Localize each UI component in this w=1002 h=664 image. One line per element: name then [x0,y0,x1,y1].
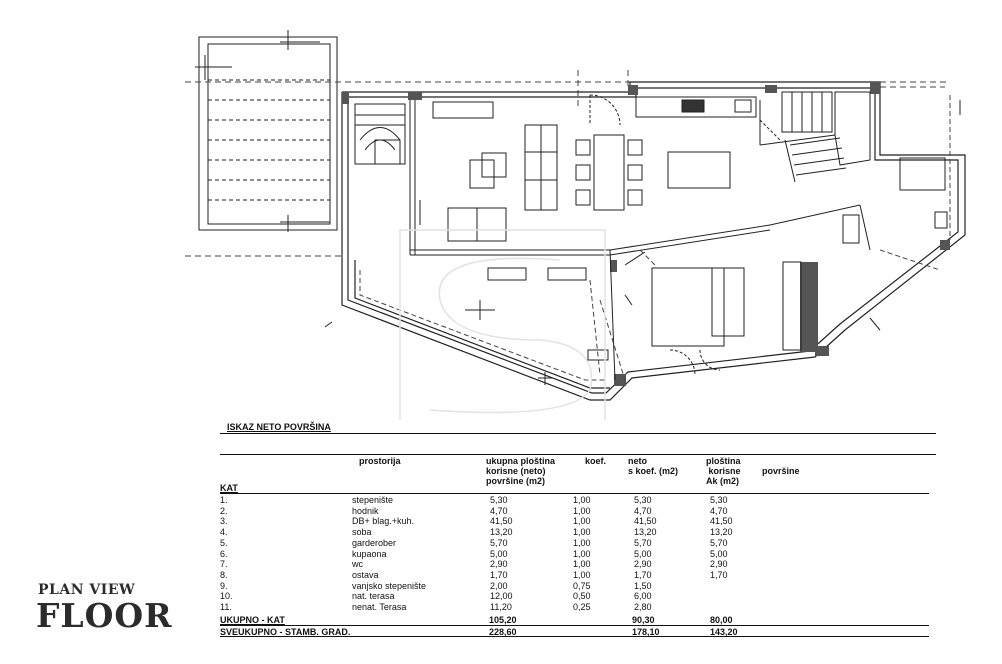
table-row [220,495,936,505]
cell-koef: 1,00 [573,516,591,527]
total-kat-ak: 80,00 [710,615,733,625]
table-row [220,527,936,537]
cell-name: vanjsko stepenište [352,580,427,591]
cell-no: 10. [220,591,233,602]
total-kat-area: 105,20 [489,615,517,625]
cell-ak: 1,70 [710,569,728,580]
cell-neto: 5,70 [634,537,652,548]
grand-total-ak: 143,20 [710,627,738,637]
table-row [220,506,936,516]
table-row [220,516,936,526]
cell-no: 7. [220,559,228,570]
cell-ak: 4,70 [710,505,728,516]
cell-no: 8. [220,569,228,580]
cell-area: 4,70 [490,505,508,516]
cell-no: 1. [220,495,228,505]
cell-name: wc [352,559,363,570]
stairs-right [782,92,870,182]
table-row [220,559,936,569]
cell-ak: 13,20 [710,527,733,538]
table-row [220,549,936,559]
total-kat-label: UKUPNO - KAT [220,615,285,625]
cell-ak: 5,00 [710,548,728,559]
header-neto: neto s koef. (m2) [628,456,679,476]
table-row [220,591,936,601]
table-title: ISKAZ NETO POVRŠINA [227,422,331,432]
cell-neto: 6,00 [634,591,652,602]
cell-neto: 41,50 [634,516,657,527]
cell-name: soba [352,527,372,538]
cell-no: 9. [220,580,228,591]
table-row [220,581,936,591]
table-rule [220,493,929,494]
cell-area: 5,30 [490,495,508,505]
cell-name: kupaona [352,548,387,559]
cell-ak: 5,30 [710,495,728,505]
cell-koef: 0,25 [573,602,591,612]
cell-area: 1,70 [490,569,508,580]
cell-neto: 2,80 [634,602,652,612]
grand-total-label: SVEUKUPNO - STAMB. GRAD. [220,627,351,637]
cell-no: 2. [220,505,228,516]
cell-name: nat. terasa [352,591,395,602]
cell-koef: 1,00 [573,527,591,538]
cell-neto: 13,20 [634,527,657,538]
cell-koef: 1,00 [573,537,591,548]
header-koef: koef. [585,456,607,466]
header-prostorija: prostorija [359,456,401,466]
grand-total-neto: 178,10 [632,627,660,637]
total-kat-row [220,615,936,625]
cell-no: 3. [220,516,228,527]
header-kat: KAT [220,483,238,493]
cell-neto: 1,70 [634,569,652,580]
cell-area: 41,50 [490,516,513,527]
cell-neto: 5,00 [634,548,652,559]
cell-name: nenat. Terasa [352,602,407,612]
cell-neto: 5,30 [634,495,652,505]
table-rule [220,454,936,455]
caption-plan-view: PLAN VIEW [38,582,136,598]
grand-total-area: 228,60 [489,627,517,637]
header-plostina: ploština korisne Ak (m2) [706,456,741,486]
cell-ak: 41,50 [710,516,733,527]
pool-outline [195,30,337,232]
cell-no: 6. [220,548,228,559]
cell-no: 11. [220,602,232,612]
table-row [220,602,936,612]
cell-name: hodnik [352,505,379,516]
cell-area: 11,20 [490,602,512,612]
cell-name: stepenište [352,495,394,505]
cell-no: 5. [220,537,228,548]
table-row [220,570,936,580]
cell-neto: 4,70 [634,505,652,516]
cell-area: 5,00 [490,548,508,559]
header-povrsine: površine [762,466,800,476]
cell-ak: 2,90 [710,559,728,570]
header-ukupna: ukupna ploština korisne (neto) površine (m2) [486,456,556,486]
cell-area: 12,00 [490,591,513,602]
cell-neto: 2,90 [634,559,652,570]
cell-area: 2,00 [490,580,508,591]
total-kat-neto: 90,30 [632,615,655,625]
table-rule [220,433,936,434]
cell-name: ostava [352,569,379,580]
cell-area: 13,20 [490,527,513,538]
area-table [220,420,936,664]
caption-floor: FLOOR [36,596,173,635]
table-rule [220,625,929,626]
table-rule [220,636,929,637]
cell-koef: 1,00 [573,569,591,580]
cell-koef: 0,50 [573,591,591,602]
cell-koef: 1,00 [573,559,591,570]
cell-name: garderober [352,537,397,548]
cell-no: 4. [220,527,228,538]
cell-area: 2,90 [490,559,508,570]
watermark [400,230,605,420]
cell-name: DB+ blag.+kuh. [352,516,415,527]
outer-walls [342,82,965,400]
cell-area: 5,70 [490,537,508,548]
cell-koef: 1,00 [573,495,591,505]
cell-koef: 1,00 [573,548,591,559]
cell-koef: 0,75 [573,580,591,591]
cell-neto: 1,50 [634,580,652,591]
table-row [220,538,936,548]
cell-ak: 5,70 [710,537,728,548]
cell-koef: 1,00 [573,505,591,516]
